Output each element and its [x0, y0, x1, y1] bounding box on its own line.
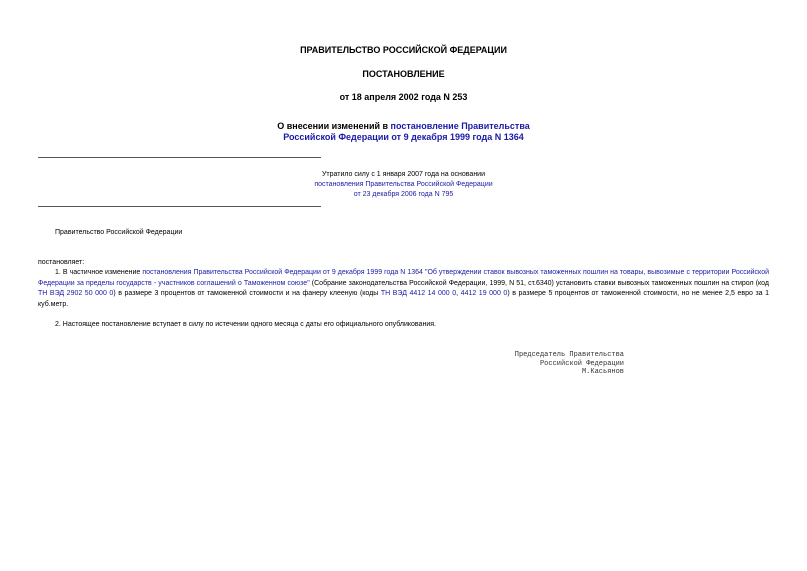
title-prefix: О внесении изменений в	[277, 121, 391, 131]
title-link-2[interactable]: Российской Федерации от 9 декабря 1999 года N 1364	[283, 132, 524, 142]
item-1-text-e: ) в размере 5 процентов от таможенной стоимости, но не менее 2,5 евро за 1 куб.метр.	[38, 290, 770, 308]
item-1-text-c: ) в размере 3 процентов от таможенной стоимости и на фанеру клееную (коды	[113, 290, 381, 297]
government-heading: ПРАВИТЕЛЬСТВО РОССИЙСКОЙ ФЕДЕРАЦИИ	[300, 45, 507, 55]
status-note	[0, 170, 807, 200]
signature-country: Российской Федерации	[539, 359, 624, 368]
signature-title: Председатель Правительства	[514, 351, 624, 359]
item-1	[38, 268, 769, 310]
document-title	[0, 121, 807, 143]
status-note-line1: Утратило силу с 1 января 2007 года на основании	[321, 171, 486, 178]
bottom-divider	[38, 206, 321, 207]
item-1-decree-link[interactable]: постановления Правительства Российской Федерации от 9 декабря 1999 года N 1364 "Об утверждении ставок вывозных таможенных пошлин на товары, вывозимые с территории Российской Федерации за пределы государств - участников соглашений о Таможенном союзе"	[38, 269, 769, 287]
item-1-text-a: 1. В частичное изменение	[55, 269, 143, 276]
intro-text: Правительство Российской Федерации	[55, 229, 183, 236]
item-1-code-link-2[interactable]: ТН ВЭД 4412 14 000 0	[380, 290, 457, 297]
item-1-text-b: (Собрание законодательства Российской Федерации, 1999, N 51, ст.6340) установить ставки вывозных таможенных пошлин на стирол (код	[309, 279, 770, 287]
decree-word: постановляет:	[38, 259, 85, 266]
status-note-link-2[interactable]: от 23 декабря 2006 года N 795	[353, 191, 454, 198]
item-1-code-link-3[interactable]: 4412 19 000 0	[460, 290, 508, 297]
document-type: ПОСТАНОВЛЕНИЕ	[362, 69, 445, 79]
item-1-text-d: ,	[456, 290, 461, 297]
item-2: 2. Настоящее постановление вступает в силу по истечении одного месяца с даты его официального опубликования.	[55, 321, 436, 328]
title-link-1[interactable]: постановление Правительства	[390, 121, 530, 131]
signature-block	[515, 351, 624, 377]
status-note-link-1[interactable]: постановления Правительства Российской Федерации	[314, 181, 493, 188]
item-1-code-link-1[interactable]: ТН ВЭД 2902 50 000 0	[38, 290, 114, 297]
document-date-number: от 18 апреля 2002 года N 253	[339, 92, 468, 102]
signature-name: М.Касьянов	[581, 368, 624, 376]
top-divider	[38, 157, 321, 158]
